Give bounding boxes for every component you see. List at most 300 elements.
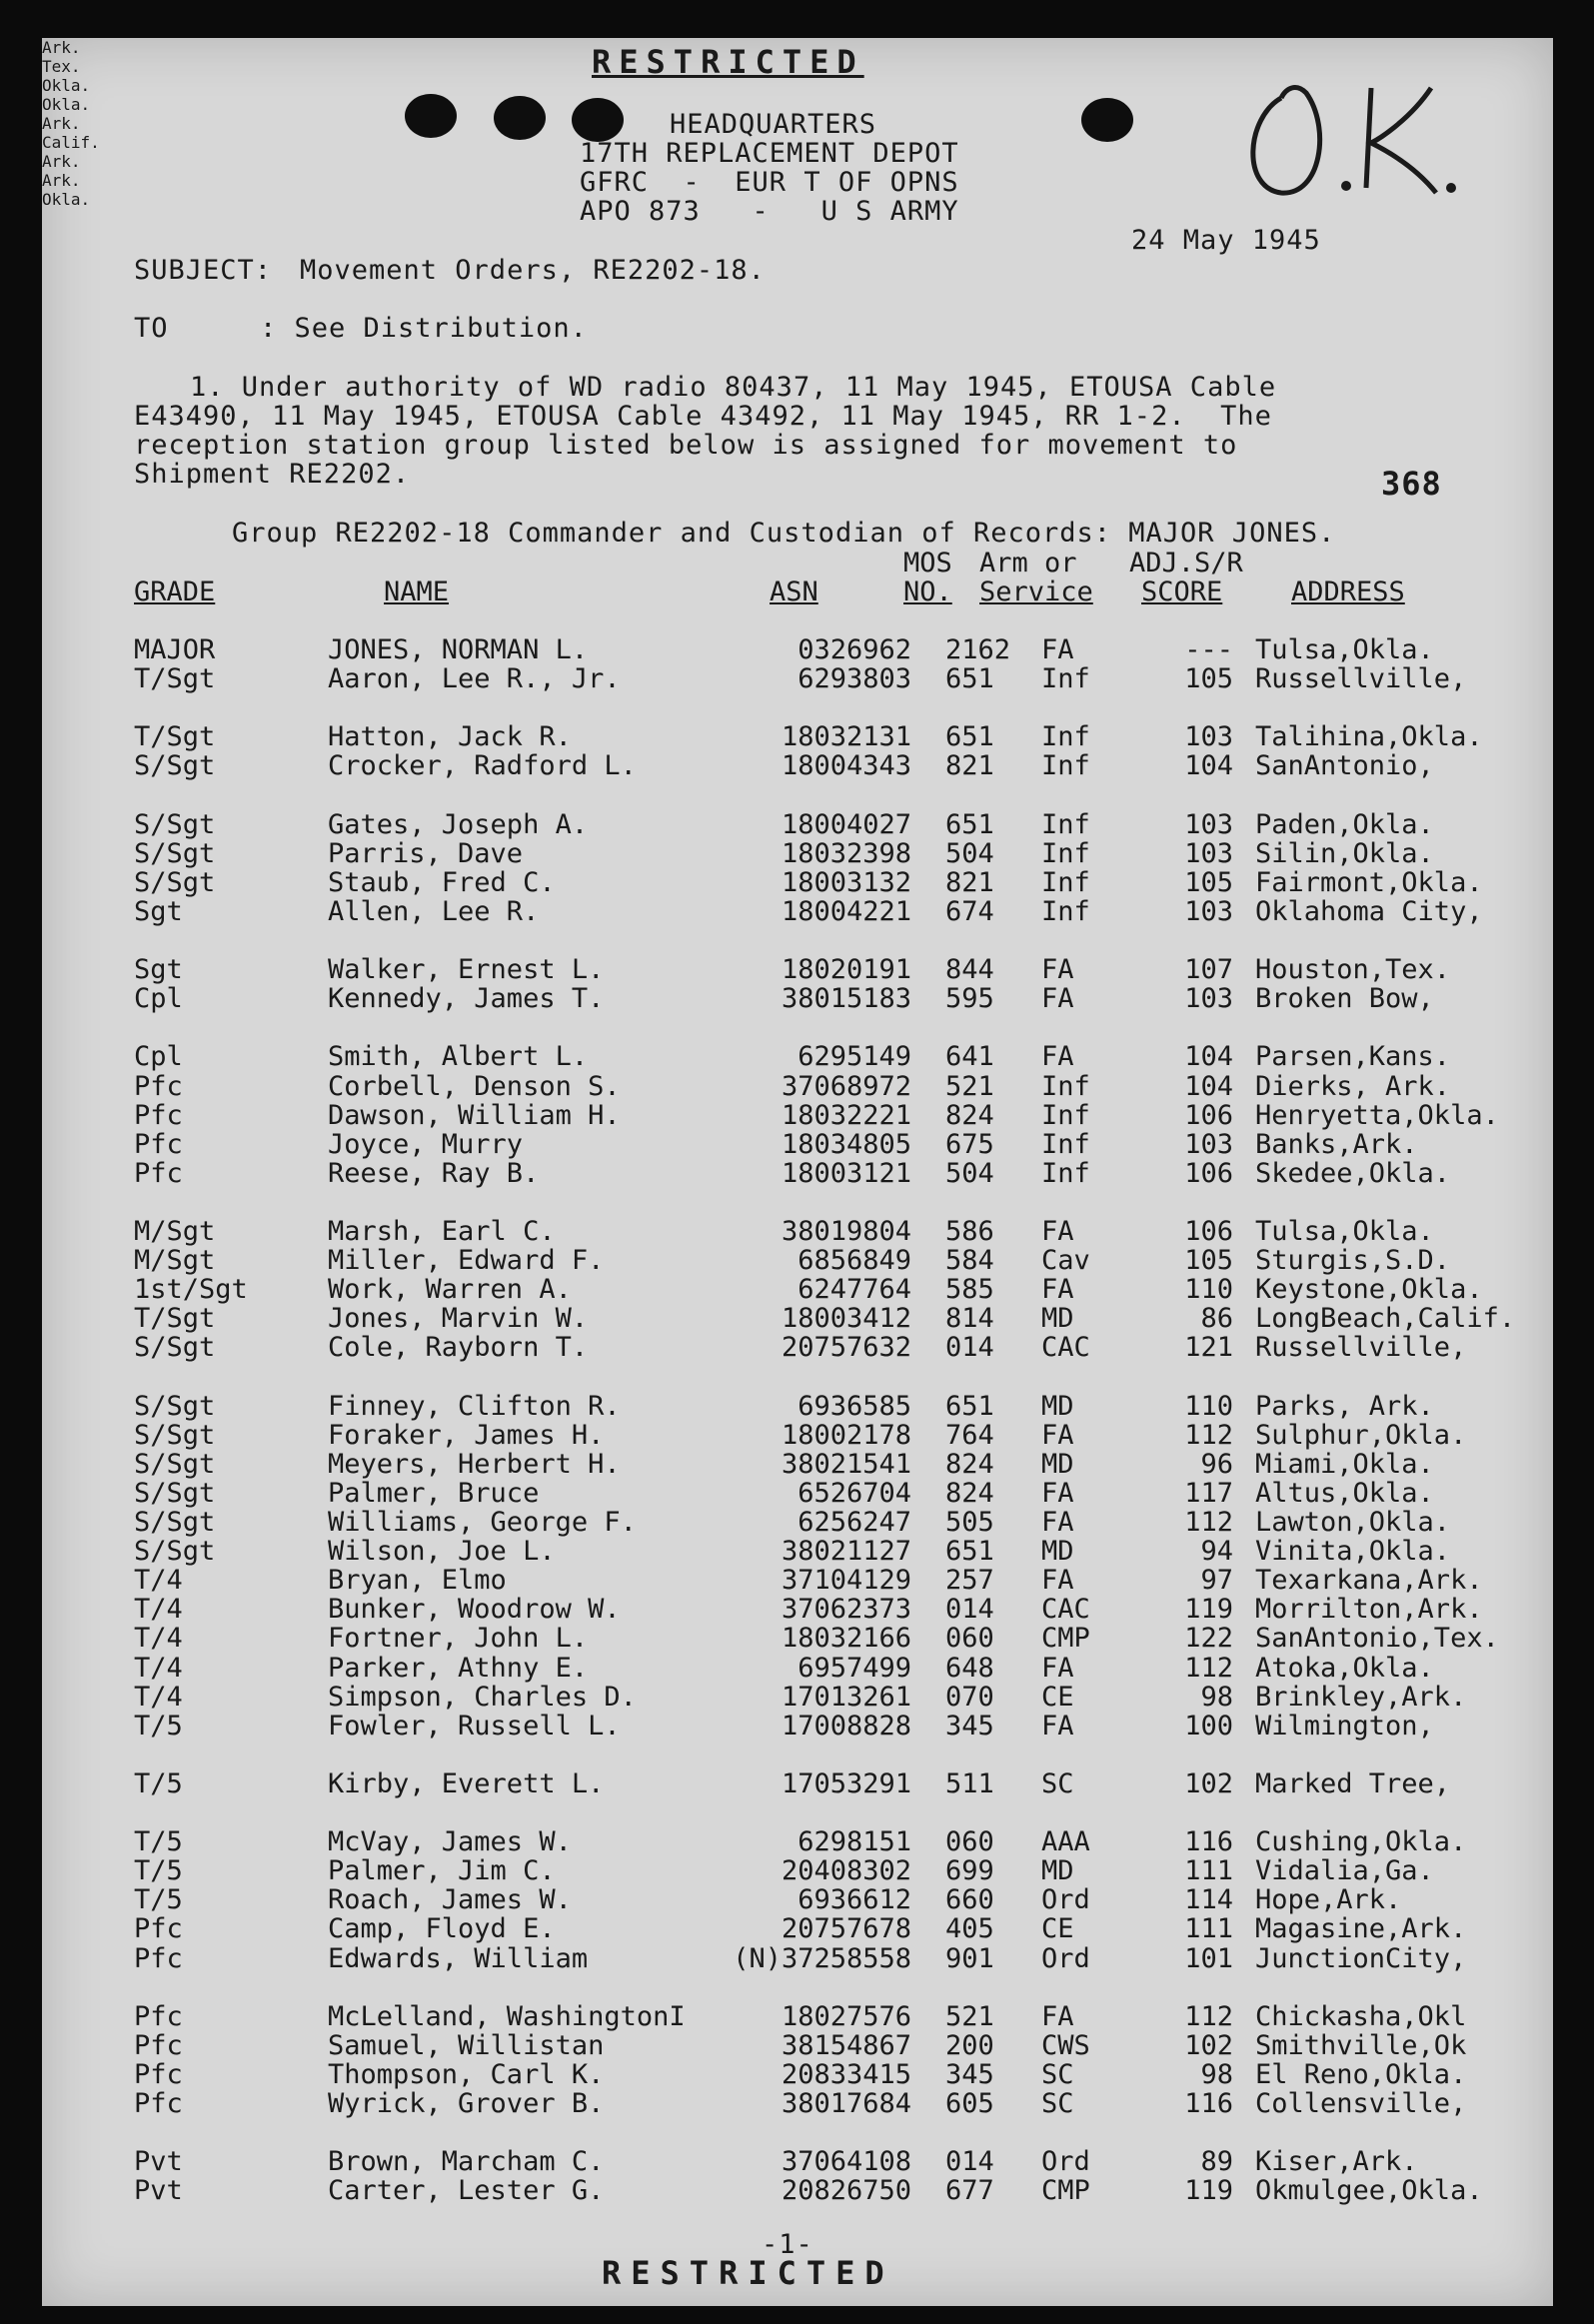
cell-arm: CMP	[1041, 2175, 1090, 2207]
punch-hole-4	[1081, 98, 1133, 142]
cell-mos: 660	[945, 1884, 994, 1916]
cell-asn: 6957499	[797, 1652, 911, 1684]
cell-asn: 18003121	[781, 1157, 911, 1189]
cell-asn: 20757632	[781, 1332, 911, 1364]
cell-mos: 584	[945, 1245, 994, 1277]
cell-mos: 675	[945, 1128, 994, 1160]
cell-asn: 38154867	[781, 2029, 911, 2061]
cell-arm: FA	[1041, 1274, 1074, 1306]
cell-address: Paden,Okla.	[1255, 808, 1434, 840]
cell-address: Fairmont,Okla.	[1255, 866, 1483, 898]
cell-grade: Pfc	[134, 2000, 183, 2032]
cell-asn: 38021541	[781, 1448, 911, 1480]
cell-mos: 821	[945, 750, 994, 782]
cell-mos: 605	[945, 2088, 994, 2119]
cell-asn: 6256247	[797, 1507, 911, 1538]
cell-address: Tulsa,Okla.	[1255, 634, 1434, 665]
cell-name: Work, Warren A.	[328, 1274, 572, 1306]
cell-asn: 38021127	[781, 1536, 911, 1568]
page-number: -1-	[762, 2229, 813, 2260]
cell-score: 103	[1184, 808, 1233, 840]
cell-asn: 38015183	[781, 983, 911, 1015]
cell-asn: 20757678	[781, 1913, 911, 1945]
cell-score: 122	[1184, 1623, 1233, 1655]
cell-score: 112	[1184, 1652, 1233, 1684]
cell-grade: Pfc	[134, 2058, 183, 2090]
cell-name: Bryan, Elmo	[328, 1565, 507, 1597]
cell-arm: FA	[1041, 954, 1074, 986]
cell-score: 103	[1184, 837, 1233, 869]
cell-address: Morrilton,Ark.	[1255, 1594, 1483, 1626]
cell-asn: 6298151	[797, 1826, 911, 1858]
cell-score: 97	[1200, 1565, 1233, 1597]
cell-name: Reese, Ray B.	[328, 1157, 540, 1189]
cell-mos: 060	[945, 1826, 994, 1858]
cell-mos: 504	[945, 837, 994, 869]
cell-mos: 505	[945, 1507, 994, 1538]
cell-arm: CE	[1041, 1913, 1074, 1945]
cell-mos: 651	[945, 808, 994, 840]
cell-grade: Pfc	[134, 2088, 183, 2119]
cell-score: 110	[1184, 1274, 1233, 1306]
cell-asn: 6293803	[797, 663, 911, 695]
cell-mos: 257	[945, 1565, 994, 1597]
cell-name: McLelland, WashingtonI	[328, 2000, 686, 2032]
cell-grade: Cpl	[134, 983, 183, 1015]
org-line: APO 873 - U S ARMY	[580, 196, 959, 227]
cell-score: 112	[1184, 1507, 1233, 1538]
cell-score: 86	[1200, 1303, 1233, 1335]
cell-address: Talihina,Okla.	[1255, 721, 1483, 753]
cell-asn: 18004027	[781, 808, 911, 840]
cell-arm: SC	[1041, 1767, 1074, 1799]
cell-asn: 6295149	[797, 1041, 911, 1073]
cell-mos: 070	[945, 1681, 994, 1713]
cell-asn: 18003412	[781, 1303, 911, 1335]
cell-name: Brown, Marcham C.	[328, 2146, 605, 2178]
cell-name: Kirby, Everett L.	[328, 1767, 605, 1799]
cell-address: Wilmington,	[1255, 1710, 1434, 1742]
cell-name: Walker, Ernest L.	[328, 954, 605, 986]
cell-asn: 6936585	[797, 1390, 911, 1422]
cell-address: Hope,Ark.	[1255, 1884, 1402, 1916]
cell-name: Cole, Rayborn T.	[328, 1332, 589, 1364]
cell-grade: T/Sgt	[134, 721, 216, 753]
cell-score: 119	[1184, 2175, 1233, 2207]
cell-address: Dierks, Ark.	[1255, 1070, 1451, 1102]
cell-mos: 699	[945, 1855, 994, 1887]
to-label: TO	[134, 313, 169, 344]
cell-arm: MD	[1041, 1536, 1074, 1568]
cell-mos: 345	[945, 2058, 994, 2090]
cell-asn: 20833415	[781, 2058, 911, 2090]
cell-arm: FA	[1041, 2000, 1074, 2032]
cell-name: McVay, James W.	[328, 1826, 572, 1858]
cell-address-continued: Ark.	[42, 171, 81, 190]
column-header-service: Service	[979, 577, 1093, 607]
cell-mos: 595	[945, 983, 994, 1015]
cell-arm: Inf	[1041, 837, 1090, 869]
cell-score: 103	[1184, 895, 1233, 927]
cell-mos: 200	[945, 2029, 994, 2061]
cell-address: El Reno,Okla.	[1255, 2058, 1467, 2090]
cell-score: 98	[1200, 1681, 1233, 1713]
cell-mos: 651	[945, 1390, 994, 1422]
cell-arm: FA	[1041, 1419, 1074, 1451]
cell-mos: 511	[945, 1767, 994, 1799]
cell-arm: SC	[1041, 2088, 1074, 2119]
cell-address: Brinkley,Ark.	[1255, 1681, 1467, 1713]
cell-asn: 6247764	[797, 1274, 911, 1306]
paragraph-line: Shipment RE2202.	[134, 459, 411, 490]
cell-mos: 651	[945, 721, 994, 753]
cell-asn: 17013261	[781, 1681, 911, 1713]
cell-grade: Cpl	[134, 1041, 183, 1073]
column-header-adj: ADJ.S/R	[1129, 548, 1243, 579]
cell-grade: Pfc	[134, 1128, 183, 1160]
cell-asn: 18032398	[781, 837, 911, 869]
cell-asn: 20826750	[781, 2175, 911, 2207]
cell-score: 103	[1184, 721, 1233, 753]
cell-name: Roach, James W.	[328, 1884, 572, 1916]
cell-name: Hatton, Jack R.	[328, 721, 572, 753]
cell-grade: S/Sgt	[134, 866, 216, 898]
cell-mos: 060	[945, 1623, 994, 1655]
org-line: GFRC - EUR T OF OPNS	[580, 167, 959, 198]
cell-grade: S/Sgt	[134, 1448, 216, 1480]
cell-arm: FA	[1041, 1652, 1074, 1684]
column-header-grade: GRADE	[134, 577, 216, 607]
cell-mos: 651	[945, 1536, 994, 1568]
cell-name: Gates, Joseph A.	[328, 808, 589, 840]
cell-grade: Sgt	[134, 954, 183, 986]
cell-mos: 824	[945, 1099, 994, 1131]
cell-arm: Ord	[1041, 1884, 1090, 1916]
cell-name: Carter, Lester G.	[328, 2175, 605, 2207]
cell-mos: 814	[945, 1303, 994, 1335]
cell-name: Samuel, Willistan	[328, 2029, 605, 2061]
cell-grade: T/5	[134, 1767, 183, 1799]
cell-asn: 18027576	[781, 2000, 911, 2032]
cell-score: 116	[1184, 1826, 1233, 1858]
classification-top: RESTRICTED	[592, 43, 864, 81]
cell-grade: Sgt	[134, 895, 183, 927]
cell-score: 111	[1184, 1855, 1233, 1887]
cell-asn: 17053291	[781, 1767, 911, 1799]
cell-grade: T/4	[134, 1594, 183, 1626]
cell-score: 107	[1184, 954, 1233, 986]
column-header-mos: MOS	[903, 548, 952, 579]
cell-grade: T/Sgt	[134, 663, 216, 695]
cell-arm: Inf	[1041, 1128, 1090, 1160]
column-header-mos-no: NO.	[903, 577, 952, 607]
cell-score: 103	[1184, 983, 1233, 1015]
cell-address: Kiser,Ark.	[1255, 2146, 1418, 2178]
cell-mos: 901	[945, 1942, 994, 1974]
cell-arm: MD	[1041, 1448, 1074, 1480]
cell-score: 112	[1184, 2000, 1233, 2032]
cell-address: Texarkana,Ark.	[1255, 1565, 1483, 1597]
cell-mos: 648	[945, 1652, 994, 1684]
cell-grade: S/Sgt	[134, 808, 216, 840]
cell-arm: FA	[1041, 634, 1074, 665]
punch-hole-3	[572, 98, 624, 142]
cell-mos: 764	[945, 1419, 994, 1451]
cell-address-continued: Okla.	[42, 76, 91, 95]
cell-grade: S/Sgt	[134, 837, 216, 869]
cell-asn: 37062373	[781, 1594, 911, 1626]
cell-grade: 1st/Sgt	[134, 1274, 248, 1306]
cell-name: Marsh, Earl C.	[328, 1216, 556, 1247]
cell-arm: Inf	[1041, 750, 1090, 782]
cell-arm: FA	[1041, 1477, 1074, 1509]
cell-asn: 20408302	[781, 1855, 911, 1887]
column-header-arm: Arm or	[979, 548, 1077, 579]
cell-score: 106	[1184, 1157, 1233, 1189]
cell-arm: MD	[1041, 1303, 1074, 1335]
handwritten-ok-mark	[1231, 58, 1471, 208]
cell-asn: 0326962	[797, 634, 911, 665]
cell-grade: T/4	[134, 1681, 183, 1713]
cell-mos: 821	[945, 866, 994, 898]
cell-arm: AAA	[1041, 1826, 1090, 1858]
cell-asn: 38017684	[781, 2088, 911, 2119]
column-header-name: NAME	[384, 577, 450, 607]
cell-grade: S/Sgt	[134, 1536, 216, 1568]
cell-arm: SC	[1041, 2058, 1074, 2090]
cell-name: Wyrick, Grover B.	[328, 2088, 605, 2119]
cell-arm: MD	[1041, 1855, 1074, 1887]
cell-score: 89	[1200, 2146, 1233, 2178]
cell-score: 101	[1184, 1942, 1233, 1974]
cell-name: Foraker, James H.	[328, 1419, 605, 1451]
cell-address: Smithville,Ok	[1255, 2029, 1467, 2061]
cell-score: 105	[1184, 866, 1233, 898]
cell-asn: 18020191	[781, 954, 911, 986]
cell-address: Marked Tree,	[1255, 1767, 1451, 1799]
cell-address: SanAntonio,Tex.	[1255, 1623, 1499, 1655]
cell-name: Parris, Dave	[328, 837, 524, 869]
cell-name: Edwards, William	[328, 1942, 589, 1974]
margin-number: 368	[1381, 465, 1442, 503]
cell-score: 105	[1184, 1245, 1233, 1277]
cell-name: Parker, Athny E.	[328, 1652, 589, 1684]
cell-arm: CAC	[1041, 1594, 1090, 1626]
cell-grade: Pfc	[134, 1157, 183, 1189]
cell-name: Simpson, Charles D.	[328, 1681, 637, 1713]
cell-score: 112	[1184, 1419, 1233, 1451]
cell-asn: 18034805	[781, 1128, 911, 1160]
cell-address: Henryetta,Okla.	[1255, 1099, 1499, 1131]
cell-arm: CWS	[1041, 2029, 1090, 2061]
cell-name: Camp, Floyd E.	[328, 1913, 556, 1945]
column-header-score: SCORE	[1141, 577, 1223, 607]
cell-mos: 405	[945, 1913, 994, 1945]
cell-address: Houston,Tex.	[1255, 954, 1451, 986]
cell-grade: S/Sgt	[134, 1419, 216, 1451]
cell-mos: 586	[945, 1216, 994, 1247]
cell-mos: 521	[945, 2000, 994, 2032]
cell-name: Wilson, Joe L.	[328, 1536, 556, 1568]
cell-asn: 18032221	[781, 1099, 911, 1131]
cell-mos: 641	[945, 1041, 994, 1073]
cell-grade: Pfc	[134, 1099, 183, 1131]
cell-score: 104	[1184, 1041, 1233, 1073]
cell-arm: Inf	[1041, 808, 1090, 840]
cell-address: SanAntonio,	[1255, 750, 1434, 782]
cell-address: Miami,Okla.	[1255, 1448, 1434, 1480]
cell-address: Skedee,Okla.	[1255, 1157, 1451, 1189]
cell-name: Dawson, William H.	[328, 1099, 621, 1131]
cell-grade: S/Sgt	[134, 750, 216, 782]
cell-arm: CE	[1041, 1681, 1074, 1713]
cell-grade: Pfc	[134, 2029, 183, 2061]
cell-address: Oklahoma City,	[1255, 895, 1483, 927]
cell-address: Vidalia,Ga.	[1255, 1855, 1434, 1887]
cell-mos: 824	[945, 1448, 994, 1480]
cell-address-continued: Calif.	[42, 133, 100, 152]
cell-grade: Pfc	[134, 1070, 183, 1102]
cell-mos: 014	[945, 1332, 994, 1364]
cell-grade: T/5	[134, 1884, 183, 1916]
cell-grade: Pvt	[134, 2146, 183, 2178]
cell-address-continued: Ark.	[42, 114, 81, 133]
cell-grade: M/Sgt	[134, 1216, 216, 1247]
cell-mos: 345	[945, 1710, 994, 1742]
cell-address: Chickasha,Okl	[1255, 2000, 1467, 2032]
cell-mos: 504	[945, 1157, 994, 1189]
cell-score: 114	[1184, 1884, 1233, 1916]
cell-address: Collensville,	[1255, 2088, 1467, 2119]
cell-arm: Inf	[1041, 1099, 1090, 1131]
cell-name: Williams, George F.	[328, 1507, 637, 1538]
cell-address: Broken Bow,	[1255, 983, 1434, 1015]
cell-name: Jones, Marvin W.	[328, 1303, 589, 1335]
cell-name: Miller, Edward F.	[328, 1245, 605, 1277]
cell-arm: FA	[1041, 1507, 1074, 1538]
cell-score: 98	[1200, 2058, 1233, 2090]
punch-hole-2	[494, 96, 546, 140]
cell-address-continued: Ark.	[42, 38, 81, 57]
cell-grade: S/Sgt	[134, 1507, 216, 1538]
cell-address: Keystone,Okla.	[1255, 1274, 1483, 1306]
org-line: 17TH REPLACEMENT DEPOT	[580, 138, 959, 169]
cell-arm: Ord	[1041, 2146, 1090, 2178]
cell-asn: 18002178	[781, 1419, 911, 1451]
cell-asn: 6526704	[797, 1477, 911, 1509]
cell-address: Okmulgee,Okla.	[1255, 2175, 1483, 2207]
cell-name: Bunker, Woodrow W.	[328, 1594, 621, 1626]
cell-name: Smith, Albert L.	[328, 1041, 589, 1073]
cell-asn: 37064108	[781, 2146, 911, 2178]
subject-label: SUBJECT:	[134, 255, 273, 286]
document-page	[42, 38, 1553, 2306]
cell-mos: 585	[945, 1274, 994, 1306]
cell-asn: 37068972	[781, 1070, 911, 1102]
cell-grade: M/Sgt	[134, 1245, 216, 1277]
cell-grade: Pfc	[134, 1942, 183, 1974]
cell-grade: Pfc	[134, 1913, 183, 1945]
cell-asn: 38019804	[781, 1216, 911, 1247]
cell-mos: 014	[945, 1594, 994, 1626]
cell-arm: Inf	[1041, 866, 1090, 898]
org-line: HEADQUARTERS	[670, 109, 877, 140]
cell-mos: 677	[945, 2175, 994, 2207]
cell-score: 102	[1184, 1767, 1233, 1799]
cell-mos: 651	[945, 663, 994, 695]
group-line: Group RE2202-18 Commander and Custodian of Records: MAJOR JONES.	[232, 518, 1336, 549]
cell-arm: CMP	[1041, 1623, 1090, 1655]
cell-asn: 18004221	[781, 895, 911, 927]
cell-address: Sturgis,S.D.	[1255, 1245, 1451, 1277]
cell-address: Russellville,	[1255, 663, 1467, 695]
cell-grade: T/4	[134, 1565, 183, 1597]
cell-arm: CAC	[1041, 1332, 1090, 1364]
cell-address-continued: Okla.	[42, 190, 91, 209]
cell-score: 106	[1184, 1216, 1233, 1247]
cell-score: ---	[1184, 634, 1233, 665]
cell-grade: T/4	[134, 1623, 183, 1655]
cell-score: 104	[1184, 1070, 1233, 1102]
cell-address: Vinita,Okla.	[1255, 1536, 1451, 1568]
cell-grade: T/4	[134, 1652, 183, 1684]
cell-score: 106	[1184, 1099, 1233, 1131]
cell-asn: (N)37258558	[733, 1942, 911, 1974]
cell-mos: 014	[945, 2146, 994, 2178]
column-header-address: ADDRESS	[1291, 577, 1405, 607]
cell-address: Silin,Okla.	[1255, 837, 1434, 869]
cell-arm: Ord	[1041, 1942, 1090, 1974]
cell-address: Sulphur,Okla.	[1255, 1419, 1467, 1451]
cell-mos: 2162	[945, 634, 1011, 665]
cell-address: Cushing,Okla.	[1255, 1826, 1467, 1858]
cell-arm: Inf	[1041, 1070, 1090, 1102]
cell-address: Tulsa,Okla.	[1255, 1216, 1434, 1247]
cell-name: Thompson, Carl K.	[328, 2058, 605, 2090]
cell-arm: FA	[1041, 1710, 1074, 1742]
cell-arm: Inf	[1041, 895, 1090, 927]
cell-asn: 18032166	[781, 1623, 911, 1655]
cell-asn: 6936612	[797, 1884, 911, 1916]
classification-bottom: RESTRICTED	[602, 2254, 894, 2292]
cell-arm: Inf	[1041, 663, 1090, 695]
cell-name: Palmer, Jim C.	[328, 1855, 556, 1887]
cell-address: Atoka,Okla.	[1255, 1652, 1434, 1684]
cell-score: 119	[1184, 1594, 1233, 1626]
cell-grade: S/Sgt	[134, 1332, 216, 1364]
cell-grade: T/Sgt	[134, 1303, 216, 1335]
cell-name: Kennedy, James T.	[328, 983, 605, 1015]
cell-name: Fortner, John L.	[328, 1623, 589, 1655]
cell-arm: Inf	[1041, 1157, 1090, 1189]
cell-arm: MD	[1041, 1390, 1074, 1422]
cell-address: LongBeach,Calif.	[1255, 1303, 1516, 1335]
cell-arm: Inf	[1041, 721, 1090, 753]
cell-score: 110	[1184, 1390, 1233, 1422]
cell-arm: FA	[1041, 1041, 1074, 1073]
cell-address: Magasine,Ark.	[1255, 1913, 1467, 1945]
cell-name: Crocker, Radford L.	[328, 750, 637, 782]
column-header-asn: ASN	[770, 577, 818, 607]
cell-address: JunctionCity,	[1255, 1942, 1467, 1974]
cell-arm: Cav	[1041, 1245, 1090, 1277]
cell-score: 102	[1184, 2029, 1233, 2061]
cell-asn: 18003132	[781, 866, 911, 898]
cell-grade: Pvt	[134, 2175, 183, 2207]
cell-arm: FA	[1041, 983, 1074, 1015]
cell-name: Allen, Lee R.	[328, 895, 540, 927]
cell-mos: 844	[945, 954, 994, 986]
